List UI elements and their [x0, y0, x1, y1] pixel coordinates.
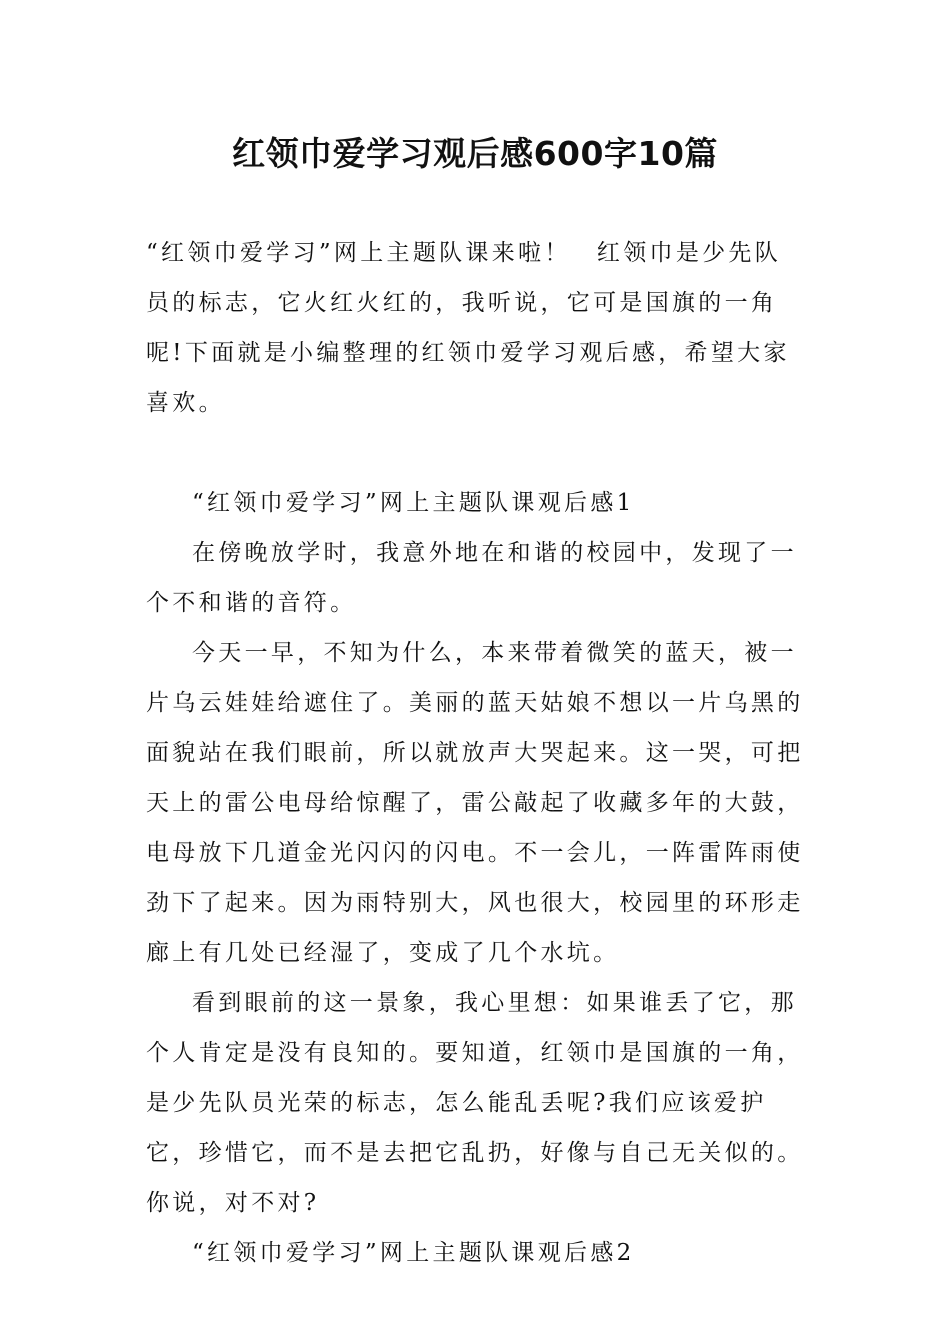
intro-paragraph: “红领巾爱学习”网上主题队课来啦！ 红领巾是少先队员的标志，它火红火红的，我听说，它可是国旗的一角呢!下面就是小编整理的红领巾爱学习观后感，希望大家喜欢。 — [146, 240, 790, 416]
document-body — [146, 228, 806, 1278]
section-heading-2: “红领巾爱学习”网上主题队课观后感2 — [192, 1240, 635, 1266]
body-paragraph-3: 看到眼前的这一景象，我心里想：如果谁丢了它，那个人肯定是没有良知的。要知道，红领巾是国旗的一角，是少先队员光荣的标志，怎么能乱丢呢?我们应该爱护它，珍惜它，而不是去把它乱扔，好像与自己无关似的。你说，对不对? — [146, 990, 804, 1216]
body-paragraph-2: 今天一早，不知为什么，本来带着微笑的蓝天，被一片乌云娃娃给遮住了。美丽的蓝天姑娘不想以一片乌黑的面貌站在我们眼前，所以就放声大哭起来。这一哭，可把天上的雷公电母给惊醒了，雷公敲起了收藏多年的大鼓，电母放下几道金光闪闪的闪电。不一会儿，一阵雷阵雨使劲下了起来。因为雨特别大，风也很大，校园里的环形走廊上有几处已经湿了，变成了几个水坑。 — [146, 640, 804, 966]
body-paragraph-1: 在傍晚放学时，我意外地在和谐的校园中，发现了一个不和谐的音符。 — [146, 540, 797, 616]
document-title: 红领巾爱学习观后感600字10篇 — [232, 134, 718, 173]
paragraph-spacer — [146, 428, 806, 478]
section-heading-1: “红领巾爱学习”网上主题队课观后感1 — [192, 490, 635, 516]
